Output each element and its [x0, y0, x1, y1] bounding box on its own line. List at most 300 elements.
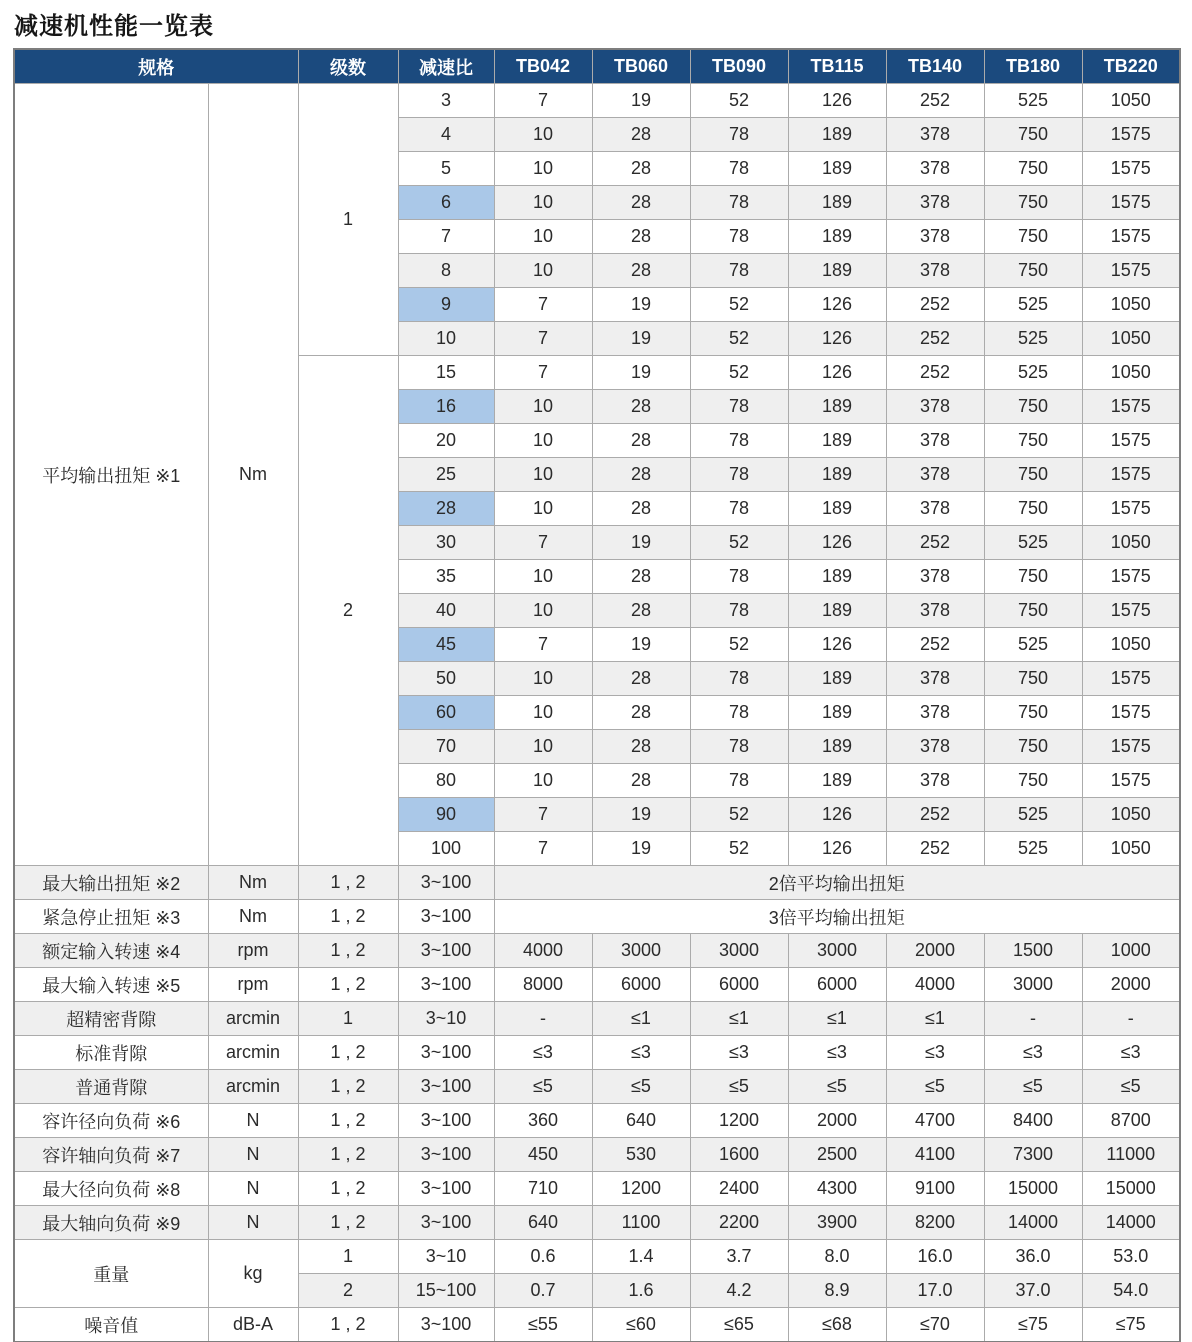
header-tb220: TB220 — [1082, 49, 1180, 84]
unit-cell: N — [208, 1172, 298, 1206]
table-body — [14, 84, 1180, 1342]
table-row — [14, 1070, 1180, 1104]
ratio-cell: 45 — [398, 628, 494, 662]
value-cell: 78 — [690, 390, 788, 424]
stage-cell: 2 — [298, 356, 398, 866]
value-cell: 189 — [788, 560, 886, 594]
span-cell: 3倍平均输出扭矩 — [494, 900, 1180, 934]
value-cell: 750 — [984, 118, 1082, 152]
value-cell: 126 — [788, 526, 886, 560]
value-cell: 378 — [886, 458, 984, 492]
value-cell: 28 — [592, 424, 690, 458]
value-cell: 14000 — [984, 1206, 1082, 1240]
value-cell: 7 — [494, 322, 592, 356]
value-cell: 2000 — [886, 934, 984, 968]
value-cell: ≤3 — [788, 1036, 886, 1070]
value-cell: 8.0 — [788, 1240, 886, 1274]
stage-cell: 1 — [298, 1240, 398, 1274]
value-cell: 126 — [788, 322, 886, 356]
value-cell: 378 — [886, 220, 984, 254]
value-cell: 360 — [494, 1104, 592, 1138]
value-cell: ≤3 — [886, 1036, 984, 1070]
value-cell: 52 — [690, 356, 788, 390]
value-cell: 750 — [984, 662, 1082, 696]
value-cell: - — [1082, 1002, 1180, 1036]
value-cell: 52 — [690, 628, 788, 662]
value-cell: 378 — [886, 118, 984, 152]
value-cell: 750 — [984, 424, 1082, 458]
value-cell: 4.2 — [690, 1274, 788, 1308]
value-cell: 1050 — [1082, 84, 1180, 118]
value-cell: 1575 — [1082, 730, 1180, 764]
value-cell: 7 — [494, 832, 592, 866]
value-cell: 7 — [494, 798, 592, 832]
value-cell: 126 — [788, 832, 886, 866]
ratio-cell: 16 — [398, 390, 494, 424]
ratio-cell: 5 — [398, 152, 494, 186]
value-cell: 252 — [886, 322, 984, 356]
value-cell: ≤1 — [886, 1002, 984, 1036]
value-cell: 15000 — [984, 1172, 1082, 1206]
table-row — [14, 1002, 1180, 1036]
table-row — [14, 84, 1180, 118]
value-cell: 10 — [494, 764, 592, 798]
value-cell: 1050 — [1082, 628, 1180, 662]
value-cell: 4000 — [494, 934, 592, 968]
value-cell: 189 — [788, 254, 886, 288]
value-cell: 378 — [886, 764, 984, 798]
value-cell: 10 — [494, 458, 592, 492]
value-cell: - — [984, 1002, 1082, 1036]
value-cell: ≤75 — [984, 1308, 1082, 1342]
value-cell: 750 — [984, 730, 1082, 764]
value-cell: 28 — [592, 152, 690, 186]
value-cell: 1.6 — [592, 1274, 690, 1308]
spec-label: 超精密背隙 — [14, 1002, 208, 1036]
value-cell: 7 — [494, 526, 592, 560]
value-cell: 10 — [494, 730, 592, 764]
value-cell: 378 — [886, 390, 984, 424]
ratio-cell: 7 — [398, 220, 494, 254]
ratio-cell: 3~100 — [398, 1206, 494, 1240]
spec-label: 容许径向负荷 ※6 — [14, 1104, 208, 1138]
ratio-cell: 3~100 — [398, 968, 494, 1002]
value-cell: 28 — [592, 594, 690, 628]
value-cell: 7 — [494, 84, 592, 118]
value-cell: 1575 — [1082, 662, 1180, 696]
value-cell: 52 — [690, 288, 788, 322]
value-cell: 640 — [494, 1206, 592, 1240]
value-cell: 1050 — [1082, 526, 1180, 560]
value-cell: 16.0 — [886, 1240, 984, 1274]
stage-cell: 1 , 2 — [298, 1138, 398, 1172]
value-cell: 378 — [886, 424, 984, 458]
ratio-cell: 3~100 — [398, 1104, 494, 1138]
unit-cell: rpm — [208, 934, 298, 968]
value-cell: 525 — [984, 322, 1082, 356]
value-cell: - — [494, 1002, 592, 1036]
value-cell: 1200 — [690, 1104, 788, 1138]
value-cell: 750 — [984, 186, 1082, 220]
spec-label: 最大输入转速 ※5 — [14, 968, 208, 1002]
value-cell: 378 — [886, 696, 984, 730]
performance-table — [13, 48, 1181, 1342]
value-cell: 2000 — [788, 1104, 886, 1138]
table-row — [14, 900, 1180, 934]
value-cell: 52 — [690, 322, 788, 356]
ratio-cell: 8 — [398, 254, 494, 288]
value-cell: 7 — [494, 356, 592, 390]
spec-label: 最大输出扭矩 ※2 — [14, 866, 208, 900]
value-cell: 28 — [592, 118, 690, 152]
value-cell: 1050 — [1082, 832, 1180, 866]
value-cell: 52 — [690, 526, 788, 560]
value-cell: 2500 — [788, 1138, 886, 1172]
value-cell: 252 — [886, 798, 984, 832]
ratio-cell: 10 — [398, 322, 494, 356]
ratio-cell: 3~10 — [398, 1240, 494, 1274]
value-cell: 4700 — [886, 1104, 984, 1138]
value-cell: 1575 — [1082, 118, 1180, 152]
ratio-cell: 50 — [398, 662, 494, 696]
value-cell: 10 — [494, 492, 592, 526]
value-cell: 1575 — [1082, 560, 1180, 594]
value-cell: 252 — [886, 832, 984, 866]
value-cell: 1575 — [1082, 152, 1180, 186]
value-cell: 189 — [788, 152, 886, 186]
value-cell: 750 — [984, 696, 1082, 730]
value-cell: 28 — [592, 730, 690, 764]
value-cell: 252 — [886, 526, 984, 560]
ratio-cell: 3~10 — [398, 1002, 494, 1036]
value-cell: 8.9 — [788, 1274, 886, 1308]
ratio-cell: 30 — [398, 526, 494, 560]
table-row — [14, 866, 1180, 900]
value-cell: 10 — [494, 560, 592, 594]
value-cell: 17.0 — [886, 1274, 984, 1308]
value-cell: 3000 — [690, 934, 788, 968]
ratio-cell: 20 — [398, 424, 494, 458]
spec-label: 平均输出扭矩 ※1 — [14, 84, 208, 866]
value-cell: ≤75 — [1082, 1308, 1180, 1342]
page-title: 减速机性能一览表 — [14, 13, 214, 40]
unit-cell: dB-A — [208, 1308, 298, 1342]
value-cell: 52 — [690, 84, 788, 118]
spec-label: 额定输入转速 ※4 — [14, 934, 208, 968]
ratio-cell: 15 — [398, 356, 494, 390]
header-stages: 级数 — [298, 49, 398, 84]
value-cell: ≤1 — [788, 1002, 886, 1036]
table-row — [14, 968, 1180, 1002]
header-tb060: TB060 — [592, 49, 690, 84]
value-cell: 1575 — [1082, 764, 1180, 798]
ratio-cell: 3 — [398, 84, 494, 118]
ratio-cell: 60 — [398, 696, 494, 730]
header-spec: 规格 — [14, 49, 298, 84]
value-cell: 189 — [788, 186, 886, 220]
stage-cell: 1 , 2 — [298, 900, 398, 934]
value-cell: 3.7 — [690, 1240, 788, 1274]
value-cell: ≤70 — [886, 1308, 984, 1342]
value-cell: 7 — [494, 628, 592, 662]
value-cell: 6000 — [788, 968, 886, 1002]
span-cell: 2倍平均输出扭矩 — [494, 866, 1180, 900]
stage-cell: 2 — [298, 1274, 398, 1308]
value-cell: 1050 — [1082, 356, 1180, 390]
unit-cell: N — [208, 1104, 298, 1138]
value-cell: 640 — [592, 1104, 690, 1138]
value-cell: 28 — [592, 696, 690, 730]
stage-cell: 1 , 2 — [298, 1036, 398, 1070]
unit-cell: Nm — [208, 866, 298, 900]
value-cell: 750 — [984, 492, 1082, 526]
table-row — [14, 1172, 1180, 1206]
value-cell: 252 — [886, 288, 984, 322]
value-cell: 15000 — [1082, 1172, 1180, 1206]
value-cell: 10 — [494, 254, 592, 288]
value-cell: 1575 — [1082, 220, 1180, 254]
spec-label: 普通背隙 — [14, 1070, 208, 1104]
value-cell: 189 — [788, 220, 886, 254]
unit-cell: kg — [208, 1240, 298, 1308]
value-cell: 4000 — [886, 968, 984, 1002]
value-cell: 52 — [690, 832, 788, 866]
value-cell: 10 — [494, 424, 592, 458]
value-cell: 28 — [592, 186, 690, 220]
value-cell: 378 — [886, 560, 984, 594]
value-cell: 28 — [592, 390, 690, 424]
value-cell: 7300 — [984, 1138, 1082, 1172]
header-tb140: TB140 — [886, 49, 984, 84]
value-cell: 6000 — [690, 968, 788, 1002]
unit-cell: N — [208, 1138, 298, 1172]
ratio-cell: 15~100 — [398, 1274, 494, 1308]
value-cell: 1575 — [1082, 492, 1180, 526]
value-cell: 252 — [886, 84, 984, 118]
value-cell: 525 — [984, 832, 1082, 866]
unit-cell: arcmin — [208, 1070, 298, 1104]
value-cell: 378 — [886, 730, 984, 764]
stage-cell: 1 , 2 — [298, 866, 398, 900]
value-cell: 19 — [592, 322, 690, 356]
unit-cell: N — [208, 1206, 298, 1240]
value-cell: 378 — [886, 186, 984, 220]
value-cell: 78 — [690, 458, 788, 492]
value-cell: 750 — [984, 152, 1082, 186]
value-cell: 126 — [788, 288, 886, 322]
value-cell: 750 — [984, 220, 1082, 254]
ratio-cell: 25 — [398, 458, 494, 492]
value-cell: 28 — [592, 254, 690, 288]
table-row — [14, 1104, 1180, 1138]
value-cell: 8200 — [886, 1206, 984, 1240]
table-row — [14, 1138, 1180, 1172]
ratio-cell: 3~100 — [398, 1138, 494, 1172]
value-cell: 28 — [592, 220, 690, 254]
value-cell: 78 — [690, 594, 788, 628]
value-cell: 2400 — [690, 1172, 788, 1206]
ratio-cell: 3~100 — [398, 1308, 494, 1342]
value-cell: ≤3 — [984, 1036, 1082, 1070]
value-cell: 78 — [690, 662, 788, 696]
unit-cell: arcmin — [208, 1002, 298, 1036]
spec-label: 最大轴向负荷 ※9 — [14, 1206, 208, 1240]
stage-cell: 1 , 2 — [298, 1104, 398, 1138]
value-cell: 3000 — [788, 934, 886, 968]
value-cell: ≤3 — [494, 1036, 592, 1070]
value-cell: 10 — [494, 152, 592, 186]
value-cell: 1575 — [1082, 390, 1180, 424]
value-cell: 525 — [984, 526, 1082, 560]
value-cell: 189 — [788, 594, 886, 628]
ratio-cell: 70 — [398, 730, 494, 764]
value-cell: 189 — [788, 458, 886, 492]
value-cell: 525 — [984, 356, 1082, 390]
value-cell: 2200 — [690, 1206, 788, 1240]
value-cell: ≤5 — [984, 1070, 1082, 1104]
value-cell: 3000 — [592, 934, 690, 968]
value-cell: 1600 — [690, 1138, 788, 1172]
value-cell: 378 — [886, 254, 984, 288]
value-cell: 525 — [984, 798, 1082, 832]
value-cell: 189 — [788, 492, 886, 526]
value-cell: 525 — [984, 288, 1082, 322]
value-cell: ≤5 — [886, 1070, 984, 1104]
spec-label: 容许轴向负荷 ※7 — [14, 1138, 208, 1172]
value-cell: ≤5 — [788, 1070, 886, 1104]
value-cell: 1050 — [1082, 322, 1180, 356]
value-cell: ≤1 — [592, 1002, 690, 1036]
ratio-cell: 6 — [398, 186, 494, 220]
spec-label: 最大径向负荷 ※8 — [14, 1172, 208, 1206]
value-cell: 189 — [788, 730, 886, 764]
value-cell: 10 — [494, 594, 592, 628]
table-row — [14, 934, 1180, 968]
value-cell: 19 — [592, 628, 690, 662]
value-cell: 530 — [592, 1138, 690, 1172]
stage-cell: 1 , 2 — [298, 1206, 398, 1240]
value-cell: 78 — [690, 730, 788, 764]
table-row — [14, 1206, 1180, 1240]
value-cell: ≤5 — [592, 1070, 690, 1104]
value-cell: 1200 — [592, 1172, 690, 1206]
value-cell: 78 — [690, 186, 788, 220]
value-cell: 525 — [984, 628, 1082, 662]
value-cell: 189 — [788, 118, 886, 152]
value-cell: 126 — [788, 84, 886, 118]
value-cell: 252 — [886, 628, 984, 662]
value-cell: 1050 — [1082, 798, 1180, 832]
ratio-cell: 3~100 — [398, 1036, 494, 1070]
ratio-cell: 4 — [398, 118, 494, 152]
header-tb090: TB090 — [690, 49, 788, 84]
stage-cell: 1 — [298, 84, 398, 356]
value-cell: 0.6 — [494, 1240, 592, 1274]
table-row — [14, 1240, 1180, 1274]
value-cell: 19 — [592, 84, 690, 118]
value-cell: 1050 — [1082, 288, 1180, 322]
value-cell: 19 — [592, 356, 690, 390]
value-cell: 1500 — [984, 934, 1082, 968]
value-cell: 19 — [592, 288, 690, 322]
value-cell: 189 — [788, 764, 886, 798]
stage-cell: 1 , 2 — [298, 1070, 398, 1104]
value-cell: ≤60 — [592, 1308, 690, 1342]
value-cell: 10 — [494, 186, 592, 220]
value-cell: 0.7 — [494, 1274, 592, 1308]
value-cell: ≤65 — [690, 1308, 788, 1342]
value-cell: 78 — [690, 492, 788, 526]
value-cell: ≤5 — [494, 1070, 592, 1104]
value-cell: 126 — [788, 628, 886, 662]
ratio-cell: 80 — [398, 764, 494, 798]
stage-cell: 1 , 2 — [298, 934, 398, 968]
ratio-cell: 28 — [398, 492, 494, 526]
value-cell: 189 — [788, 696, 886, 730]
value-cell: 78 — [690, 220, 788, 254]
value-cell: 1575 — [1082, 594, 1180, 628]
value-cell: 10 — [494, 390, 592, 424]
spec-label: 重量 — [14, 1240, 208, 1308]
value-cell: 750 — [984, 254, 1082, 288]
unit-cell: Nm — [208, 84, 298, 866]
value-cell: 10 — [494, 220, 592, 254]
value-cell: 1100 — [592, 1206, 690, 1240]
spec-label: 噪音值 — [14, 1308, 208, 1342]
ratio-cell: 3~100 — [398, 900, 494, 934]
unit-cell: rpm — [208, 968, 298, 1002]
ratio-cell: 3~100 — [398, 866, 494, 900]
value-cell: 1000 — [1082, 934, 1180, 968]
value-cell: 28 — [592, 458, 690, 492]
value-cell: 11000 — [1082, 1138, 1180, 1172]
unit-cell: Nm — [208, 900, 298, 934]
table-header — [14, 49, 1180, 84]
stage-cell: 1 , 2 — [298, 1308, 398, 1342]
value-cell: 8400 — [984, 1104, 1082, 1138]
value-cell: 378 — [886, 152, 984, 186]
value-cell: 1575 — [1082, 254, 1180, 288]
ratio-cell: 40 — [398, 594, 494, 628]
value-cell: 78 — [690, 254, 788, 288]
value-cell: ≤68 — [788, 1308, 886, 1342]
value-cell: 19 — [592, 526, 690, 560]
value-cell: 6000 — [592, 968, 690, 1002]
value-cell: 53.0 — [1082, 1240, 1180, 1274]
ratio-cell: 3~100 — [398, 934, 494, 968]
value-cell: 28 — [592, 764, 690, 798]
value-cell: 9100 — [886, 1172, 984, 1206]
value-cell: 19 — [592, 832, 690, 866]
table-row — [14, 1036, 1180, 1070]
header-tb180: TB180 — [984, 49, 1082, 84]
value-cell: 3900 — [788, 1206, 886, 1240]
value-cell: 525 — [984, 84, 1082, 118]
value-cell: ≤3 — [592, 1036, 690, 1070]
value-cell: 1575 — [1082, 186, 1180, 220]
value-cell: 750 — [984, 458, 1082, 492]
value-cell: 378 — [886, 492, 984, 526]
header-ratio: 减速比 — [398, 49, 494, 84]
value-cell: 8000 — [494, 968, 592, 1002]
value-cell: 2000 — [1082, 968, 1180, 1002]
value-cell: 78 — [690, 560, 788, 594]
ratio-cell: 3~100 — [398, 1172, 494, 1206]
value-cell: 78 — [690, 696, 788, 730]
value-cell: ≤5 — [1082, 1070, 1180, 1104]
value-cell: 1575 — [1082, 458, 1180, 492]
value-cell: 4300 — [788, 1172, 886, 1206]
